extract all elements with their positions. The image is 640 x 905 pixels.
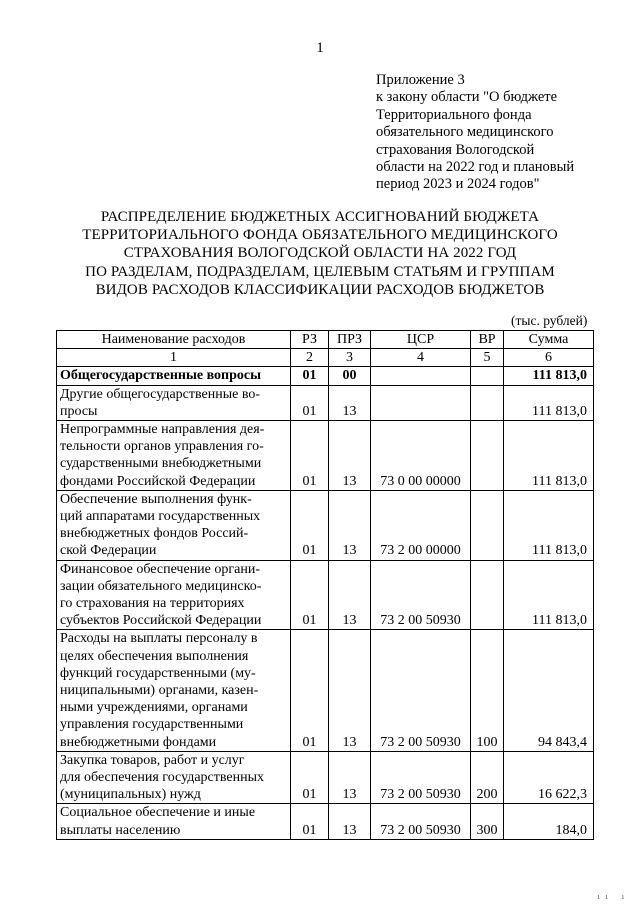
expense-name-line: просы	[60, 403, 98, 419]
expense-name-line: внебюджетными фондами	[60, 734, 217, 750]
table-row	[57, 421, 594, 491]
table-row	[57, 490, 594, 560]
scan-marks: ıı ı	[597, 892, 630, 901]
csr-cell	[371, 367, 471, 385]
column-number: 3	[329, 349, 371, 367]
sum-cell: 94 843,4	[504, 630, 594, 751]
vr-cell	[471, 490, 504, 560]
title-line: СТРАХОВАНИЯ ВОЛОГОДСКОЙ ОБЛАСТИ НА 2022 ГОД	[123, 245, 517, 262]
page-number: 1	[316, 40, 324, 56]
appendix-line: обязательного медицинского	[376, 124, 554, 141]
header-csr: ЦСР	[371, 331, 471, 349]
header-name: Наименование расходов	[57, 331, 291, 349]
title-line: ТЕРРИТОРИАЛЬНОГО ФОНДА ОБЯЗАТЕЛЬНОГО МЕДИЦИНСКОГО	[82, 227, 558, 244]
csr-cell	[371, 385, 471, 420]
column-number: 1	[57, 349, 291, 367]
title-line: ВИДОВ РАСХОДОВ КЛАССИФИКАЦИИ РАСХОДОВ БЮДЖЕТОВ	[95, 281, 545, 298]
appendix-line: Приложение 3	[376, 72, 465, 88]
expense-name-line: тельности органов управления го-	[60, 439, 264, 455]
appendix-line: страхования Вологодской	[376, 141, 535, 158]
rz-cell: 01	[291, 804, 329, 839]
expense-name-line: ными учреждениями, органами	[60, 700, 248, 716]
appendix-line: Территориального фонда	[376, 106, 532, 123]
expense-name-line: Обеспечение выполнения функ-	[60, 491, 252, 507]
expense-name-line: для обеспечения государственных	[60, 770, 264, 786]
title-line: ПО РАЗДЕЛАМ, ПОДРАЗДЕЛАМ, ЦЕЛЕВЫМ СТАТЬЯМ И ГРУППАМ	[85, 263, 555, 280]
header-sum: Сумма	[504, 331, 594, 349]
column-number: 6	[504, 349, 594, 367]
rz-cell: 01	[291, 385, 329, 420]
rz-cell: 01	[291, 560, 329, 630]
expense-name-line: (муниципальных) нужд	[60, 787, 201, 803]
table-header-row	[57, 331, 594, 349]
sum-cell: 111 813,0	[504, 560, 594, 630]
expense-name-line: выплаты населению	[60, 822, 181, 838]
prz-cell: 13	[329, 751, 371, 804]
expense-name-line: ций аппаратами государственных	[60, 509, 261, 525]
vr-cell: 100	[471, 630, 504, 751]
expense-name-cell	[57, 804, 291, 839]
prz-cell: 13	[329, 804, 371, 839]
column-number-row	[57, 349, 594, 367]
expense-name-line: Общегосударственные вопросы	[60, 368, 262, 384]
sum-cell: 184,0	[504, 804, 594, 839]
expense-name-line: внебюджетных фондов Россий-	[60, 526, 249, 542]
expense-name-line: зации обязательного медицинско-	[60, 578, 262, 594]
table-row	[57, 385, 594, 420]
expense-name-cell	[57, 751, 291, 804]
prz-cell: 13	[329, 490, 371, 560]
csr-cell: 73 2 00 50930	[371, 630, 471, 751]
appendix-line: период 2023 и 2024 годов"	[376, 176, 540, 193]
appendix-line: к закону области "О бюджете	[376, 89, 558, 106]
units-label: (тыс. рублей)	[511, 313, 588, 328]
sum-cell: 111 813,0	[504, 421, 594, 491]
header-rz: РЗ	[291, 331, 329, 349]
expense-name-cell	[57, 385, 291, 420]
expense-name-line: управления государственными	[60, 717, 244, 733]
sum-cell: 111 813,0	[504, 367, 594, 385]
csr-cell: 73 2 00 50930	[371, 560, 471, 630]
expense-name-line: целях обеспечения выполнения	[60, 648, 249, 664]
vr-cell	[471, 421, 504, 491]
rz-cell: 01	[291, 367, 329, 385]
budget-table	[56, 330, 594, 840]
expense-name-line: Закупка товаров, работ и услуг	[60, 752, 245, 768]
prz-cell: 13	[329, 421, 371, 491]
vr-cell: 200	[471, 751, 504, 804]
expense-name-cell	[57, 421, 291, 491]
table-row	[57, 751, 594, 804]
table-row	[57, 630, 594, 751]
table-row	[57, 367, 594, 385]
prz-cell: 00	[329, 367, 371, 385]
expense-name-line: ниципальными) органами, казен-	[60, 683, 259, 699]
table-row	[57, 560, 594, 630]
expense-name-line: Расходы на выплаты персоналу в	[60, 631, 258, 647]
csr-cell: 73 2 00 00000	[371, 490, 471, 560]
prz-cell: 13	[329, 630, 371, 751]
vr-cell: 300	[471, 804, 504, 839]
csr-cell: 73 0 00 00000	[371, 421, 471, 491]
vr-cell	[471, 385, 504, 420]
expense-name-line: го страхования на территориях	[60, 596, 245, 612]
rz-cell: 01	[291, 421, 329, 491]
document-title	[0, 208, 640, 299]
expense-name-line: Финансовое обеспечение органи-	[60, 561, 260, 577]
expense-name-line: функций государственными (му-	[60, 665, 256, 681]
header-prz: ПРЗ	[329, 331, 371, 349]
csr-cell: 73 2 00 50930	[371, 804, 471, 839]
csr-cell: 73 2 00 50930	[371, 751, 471, 804]
title-line: РАСПРЕДЕЛЕНИЕ БЮДЖЕТНЫХ АССИГНОВАНИЙ БЮДЖЕТА	[100, 209, 540, 225]
sum-cell: 111 813,0	[504, 490, 594, 560]
column-number: 5	[471, 349, 504, 367]
expense-name-line: Другие общегосударственные во-	[60, 386, 261, 402]
expense-name-line: Непрограммные направления дея-	[60, 422, 265, 438]
expense-name-line: субъектов Российской Федерации	[60, 613, 262, 629]
prz-cell: 13	[329, 560, 371, 630]
column-number: 2	[291, 349, 329, 367]
table-row	[57, 804, 594, 839]
appendix-note	[376, 72, 574, 194]
rz-cell: 01	[291, 751, 329, 804]
expense-name-line: сударственными внебюджетными	[60, 456, 262, 472]
sum-cell: 16 622,3	[504, 751, 594, 804]
prz-cell: 13	[329, 385, 371, 420]
appendix-line: области на 2022 год и плановый	[376, 159, 575, 176]
vr-cell	[471, 560, 504, 630]
expense-name-line: ской Федерации	[60, 543, 157, 559]
expense-name-line: фондами Российской Федерации	[60, 473, 256, 489]
vr-cell	[471, 367, 504, 385]
column-number: 4	[371, 349, 471, 367]
expense-name-cell	[57, 560, 291, 630]
sum-cell: 111 813,0	[504, 385, 594, 420]
rz-cell: 01	[291, 490, 329, 560]
rz-cell: 01	[291, 630, 329, 751]
expense-name-line: Социальное обеспечение и иные	[60, 805, 256, 821]
expense-name-cell	[57, 630, 291, 751]
expense-name-cell	[57, 490, 291, 560]
expense-name-cell	[57, 367, 291, 385]
header-vr: ВР	[471, 331, 504, 349]
